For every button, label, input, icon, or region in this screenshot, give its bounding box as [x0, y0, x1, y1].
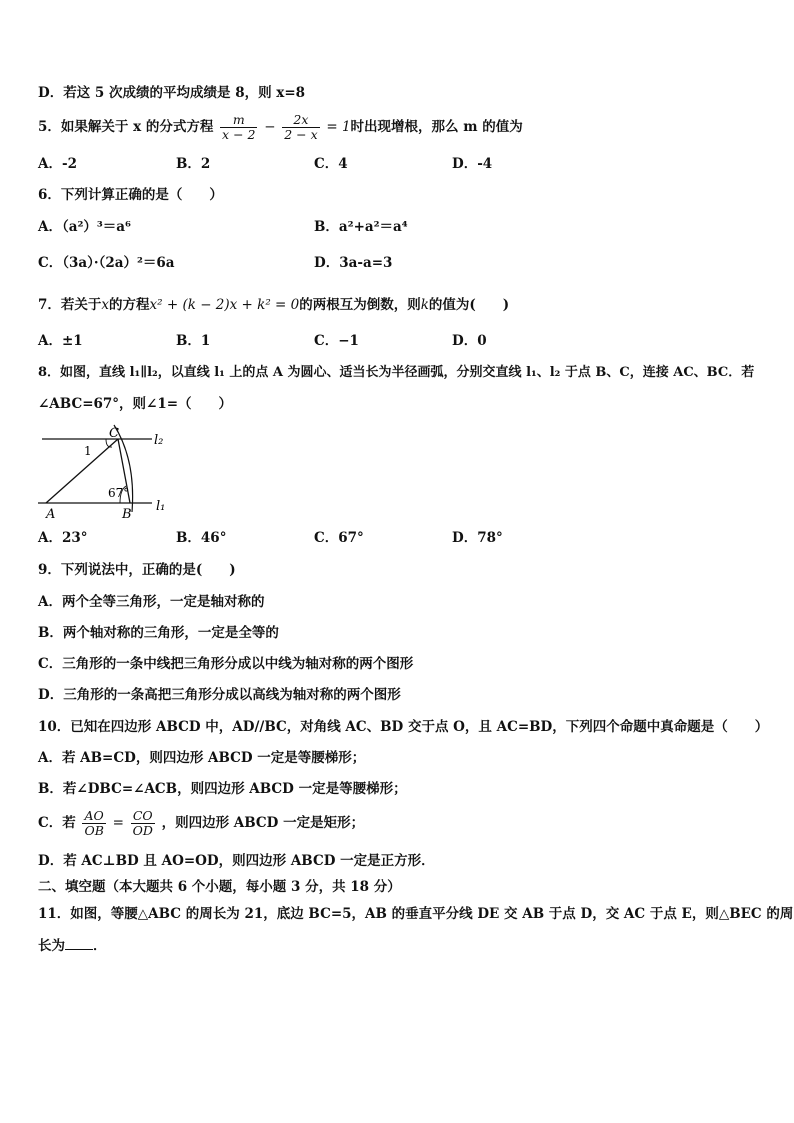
- q9-option-d: D．三角形的一条高把三角形分成以高线为轴对称的两个图形: [38, 687, 401, 703]
- q5-option-d: D．-4: [452, 156, 493, 172]
- q8-stem-line2: ∠ABC=67°，则∠1=（ ）: [38, 396, 233, 412]
- q9-option-a: A．两个全等三角形，一定是轴对称的: [38, 594, 265, 610]
- q5-minus: −: [264, 119, 276, 135]
- q6-option-c: C．（3a）·（2a）²＝6a: [38, 255, 175, 271]
- q8-option-b: B．46°: [176, 530, 227, 546]
- q5-option-a: A．-2: [38, 156, 77, 172]
- q11-line2-end: ．: [93, 938, 107, 954]
- q6-stem: 6．下列计算正确的是（ ）: [38, 187, 223, 203]
- q7-option-c: C．−1: [314, 333, 359, 349]
- q5-frac2-num: 2x: [282, 113, 319, 128]
- label-l1: l₁: [156, 499, 166, 514]
- q10-equals: =: [112, 815, 124, 831]
- label-a: A: [46, 507, 56, 522]
- q8-stem-line1: 8．如图，直线 l₁∥l₂，以直线 l₁ 上的点 A 为圆心、适当长为半径画弧，分别交直线 l₁、l₂ 于点 B、C，连接 AC、BC．若: [38, 365, 755, 380]
- q10-option-b: B．若∠DBC=∠ACB，则四边形 ABCD 一定是等腰梯形；: [38, 781, 407, 797]
- q8-option-a: A．23°: [38, 530, 88, 546]
- q6-option-a: A．（a²）³＝a⁶: [38, 219, 131, 235]
- label-angle-67: 67°: [108, 486, 130, 500]
- q5-stem-pre: 5．如果解关于 x 的分式方程: [38, 119, 214, 135]
- q5-frac2-den: 2 − x: [284, 127, 318, 142]
- q10-f2-den: OD: [132, 823, 153, 838]
- q11-line2-text: 长为: [38, 938, 65, 954]
- q10-f1-den: OB: [84, 823, 104, 838]
- q7-stem-mid2: 的两根互为倒数，则: [299, 297, 421, 313]
- label-l2: l₂: [154, 433, 164, 448]
- label-c: C: [109, 426, 119, 441]
- q7-option-d: D．0: [452, 333, 487, 349]
- q6-option-b: B．a²+a²＝a⁴: [314, 219, 408, 235]
- q8-figure: [36, 420, 176, 522]
- q10-option-d: D．若 AC⊥BD 且 AO=OD，则四边形 ABCD 一定是正方形．: [38, 853, 435, 869]
- q5-fraction-1: [220, 113, 257, 142]
- q7-stem-pre: 7．若关于: [38, 297, 102, 313]
- q10-option-c: [38, 806, 364, 840]
- q8-option-d: D．78°: [452, 530, 503, 546]
- answer-blank[interactable]: [65, 937, 93, 950]
- q5-stem-post: 时出现增根，那么 m 的值为: [350, 119, 523, 135]
- q10-f1-num: AO: [82, 809, 105, 824]
- q7-option-a: A．±1: [38, 333, 83, 349]
- q11-line1: 11．如图，等腰△ABC 的周长为 21，底边 BC=5，AB 的垂直平分线 DE 交 AB 于点 D，交 AC 于点 E，则△BEC 的周: [38, 906, 794, 922]
- section-2-title: 二、填空题（本大题共 6 个小题，每小题 3 分，共 18 分）: [38, 879, 401, 895]
- q5-option-b: B．2: [176, 156, 211, 172]
- label-angle-1: 1: [84, 444, 92, 458]
- q7-equation: x² + (k − 2)x + k² = 0: [149, 297, 300, 313]
- q10-optc-pre: C．若: [38, 815, 76, 831]
- q10-optc-post: ，则四边形 ABCD 一定是矩形；: [161, 815, 365, 831]
- q6-option-d: D．3a-a=3: [314, 255, 393, 271]
- q10-fraction-2: [131, 809, 155, 838]
- q9-stem: 9．下列说法中，正确的是( ): [38, 562, 236, 578]
- q9-option-c: C．三角形的一条中线把三角形分成以中线为轴对称的两个图形: [38, 656, 414, 672]
- q5-frac1-den: x − 2: [222, 127, 256, 142]
- q10-f2-num: CO: [131, 809, 155, 824]
- q5-fraction-2: [282, 113, 319, 142]
- q4-option-d: D．若这 5 次成绩的平均成绩是 8，则 x=8: [38, 85, 306, 101]
- q7-stem: [38, 296, 509, 314]
- q7-var-x: x: [101, 297, 110, 313]
- q7-stem-mid: 的方程: [109, 297, 150, 313]
- q7-option-b: B．1: [176, 333, 211, 349]
- q11-line2: [38, 937, 107, 955]
- q10-fraction-1: [82, 809, 105, 838]
- q7-stem-post: 的值为( ): [428, 297, 510, 313]
- q10-option-a: A．若 AB=CD，则四边形 ABCD 一定是等腰梯形；: [38, 750, 366, 766]
- q9-option-b: B．两个轴对称的三角形，一定是全等的: [38, 625, 279, 641]
- label-b: B: [122, 507, 132, 522]
- q5-frac1-num: m: [220, 113, 257, 128]
- q10-stem: 10．已知在四边形 ABCD 中，AD//BC，对角线 AC、BD 交于点 O，且 AC=BD，下列四个命题中真命题是（ ）: [38, 719, 769, 735]
- q8-option-c: C．67°: [314, 530, 364, 546]
- q5-equals: = 1: [326, 119, 351, 135]
- q5-stem: [38, 112, 523, 142]
- q7-var-k: k: [420, 297, 429, 313]
- q5-option-c: C．4: [314, 156, 348, 172]
